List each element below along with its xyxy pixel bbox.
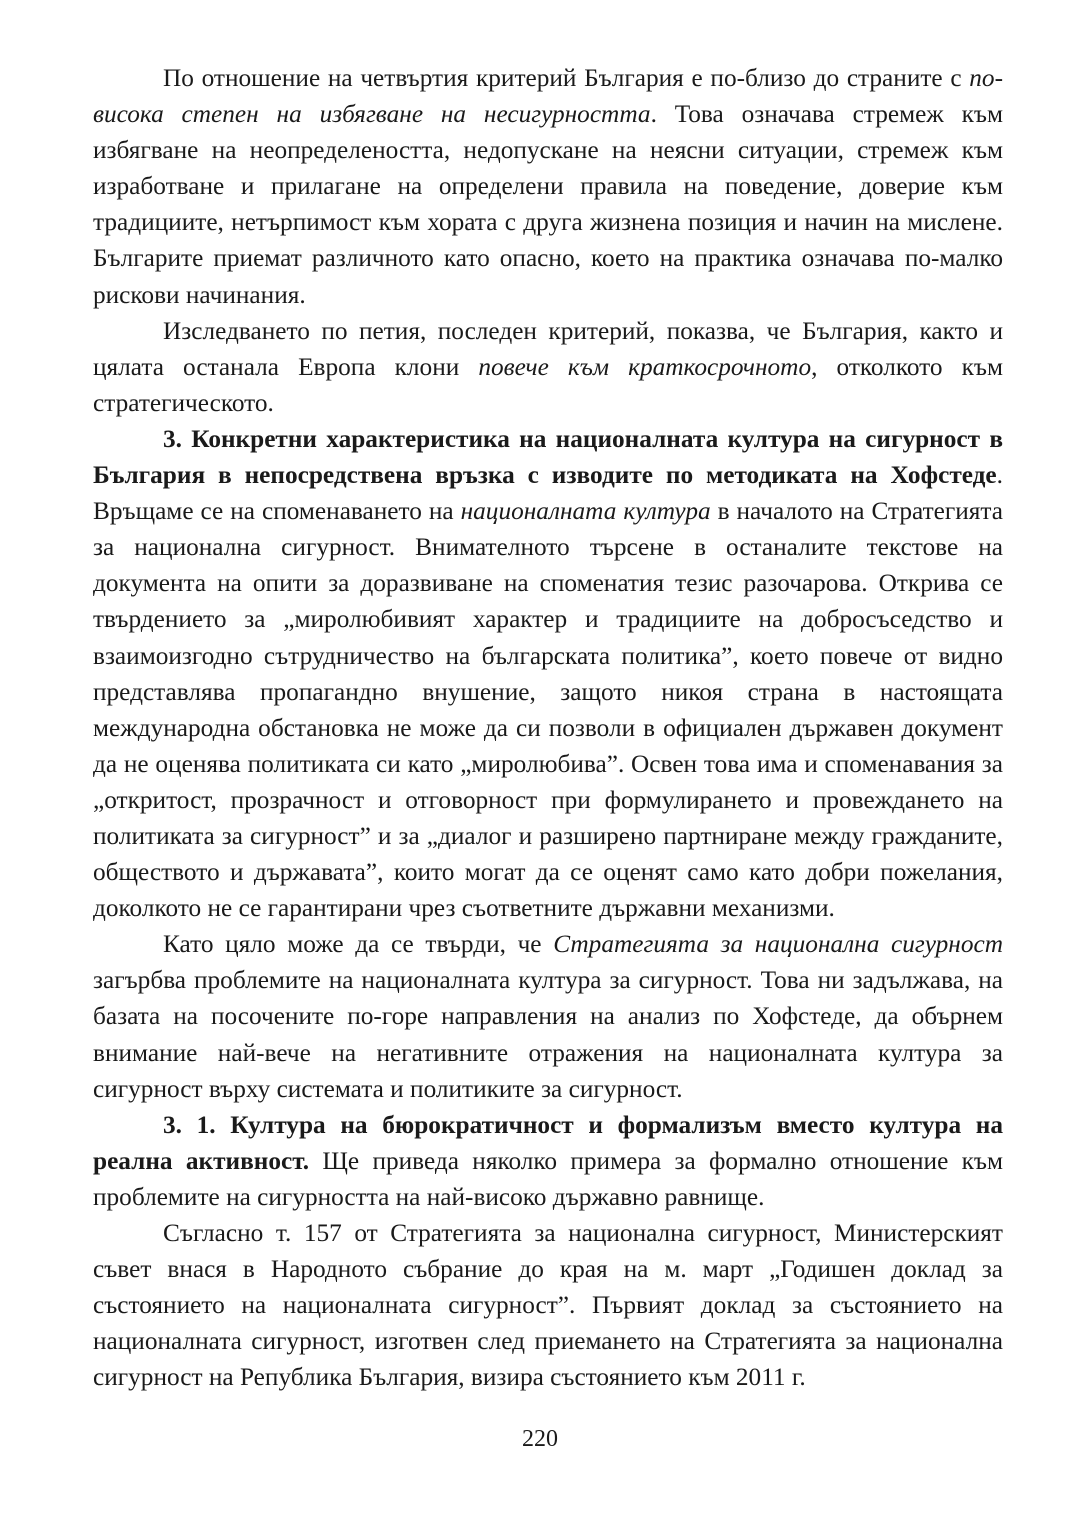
text-segment: Ще приведа няколко примера за формално отношение към проблемите на сигурността на най-високо държавно равнище. xyxy=(93,1146,1003,1211)
paragraph-fifth-criterion xyxy=(93,313,1003,421)
text-segment: , отколкото към стратегическото. xyxy=(93,352,1004,417)
document-body xyxy=(93,60,1003,1395)
paragraph-annual-report xyxy=(93,1215,1003,1395)
italic-term: по-висока степен на избягване на несигурността xyxy=(93,64,1003,129)
text-segment: . Това означава стремеж към избягване на неопределеността, недопускане на неясни ситуации, стремеж към изработване и прилагане на определени правила на поведение, доверие към традициите, нетърпимост към хората с друга жизнена позиция и начин на мислене. Българите приемат различното като опасно, което на практика означава по-малко рискови начинания. xyxy=(93,100,1003,309)
text-segment: Изследването по петия, последен критерий, показва, че България, както и цялата останала Европа клони xyxy=(93,316,1003,381)
italic-term: повече към краткосрочното xyxy=(478,352,812,381)
section-heading-3: 3. Конкретни характеристика на националната култура на сигурност в България в непосредствена връзка с изводите по методиката на Хофстеде xyxy=(93,424,1003,490)
text-segment: По отношение на четвъртия критерий България е по-близо до страните с xyxy=(163,64,970,92)
text-segment: Като цяло може да се твърди, че xyxy=(163,930,554,959)
paragraph-uncertainty-avoidance xyxy=(93,60,1003,313)
text-segment: в началото на Стратегията за национална сигурност. Внимателното търсене в останалите текстове на документа на опити за доразвиване на споменатия тезис разочарова. Открива се твърдението за „миролюбивият характер и традициите на добросъседство и взаимоизгодно сътрудничество на българската политика”, което повече от видно представлява пропагандно внушение, защото никоя страна в настоящата международна обстановка не може да си позволи в официален държавен документ да не оценява политиката си като „миролюбива”. Освен това има и споменавания за „откритост, прозрачност и отговорност при формулирането и провеждането на политиката за сигурност” и за „диалог и разширено партниране между гражданите, обществото и държавата”, които могат да се оценят само като добри пожелания, доколкото не се гарантирани чрез съответните държавни механизми. xyxy=(93,497,1003,923)
section-3-1-paragraph xyxy=(93,1107,1003,1215)
page-number: 220 xyxy=(522,1426,558,1452)
paragraph-strategy-summary xyxy=(93,926,1003,1106)
italic-term: националната култура xyxy=(460,497,711,526)
text-segment: . Връщаме се на споменаването на xyxy=(93,461,1003,526)
text-segment: Съгласно т. 157 от Стратегията за национална сигурност, Министерският съвет внася в Народното събрание до края на м. март „Годишен доклад за състоянието на националната сигурност”. Първият доклад за състоянието на националната сигурност, изготвен след приемането на Стратегията за национална сигурност на Република България, визира състоянието към 2011 г. xyxy=(93,1219,1003,1392)
text-segment: загърбва проблемите на националната култура за сигурност. Това ни задължава, на базата на посочените по-горе направления на анализ по Хофстеде, да обърнем внимание най-вече на негативните отражения на националната култура за сигурност върху системата и политиките за сигурност. xyxy=(93,966,1003,1103)
italic-term: Стратегията за национална сигурност xyxy=(553,930,1003,959)
section-heading-3-1: 3. 1. Култура на бюрократичност и формализъм вместо култура на реална активност. xyxy=(93,1110,1003,1175)
section-3-paragraph xyxy=(93,421,1003,926)
